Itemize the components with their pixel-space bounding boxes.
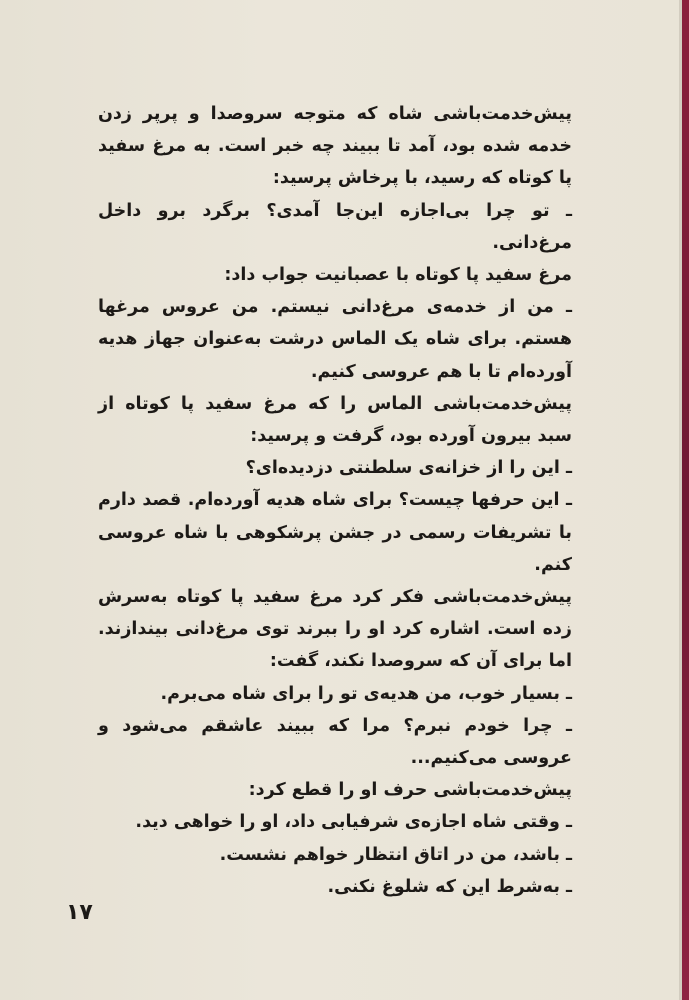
dialogue-line: ـ چرا خودم نبرم؟ مرا که ببیند عاشقم می‌شود و عروسی می‌کنیم... — [98, 715, 572, 769]
dialogue-line: ـ تو چرا بی‌اجازه این‌جا آمدی؟ برگرد برو داخل مرغ‌دانی. — [98, 200, 572, 253]
dialogue-line: ـ باشد، من در اتاق انتظار خواهم نشست. — [219, 844, 572, 865]
dialogue-line: ـ وقتی شاه اجازه‌ی شرفیابی داد، او را خواهی دید. — [135, 812, 572, 833]
paragraph: پیش‌خدمت‌باشی حرف او را قطع کرد: — [248, 780, 572, 801]
paragraph: پیش‌خدمت‌باشی فکر کرد مرغ سفید پا کوتاه به‌سرش زده است. اشاره کرد او را ببرند توی مرغ‌دانی بیندازند. اما برای آن که سروصدا نکند، گفت: — [98, 587, 572, 672]
dialogue-line: ـ من از خدمه‌ی مرغ‌دانی نیستم. من عروس مرغها هستم. برای شاه یک الماس درشت به‌عنوان جهاز هدیه آورده‌ام تا با هم عروسی کنیم. — [98, 297, 572, 382]
book-edge-strip — [682, 0, 689, 1000]
dialogue-line: ـ بسیار خوب، من هدیه‌ی تو را برای شاه می‌برم. — [160, 683, 572, 704]
paragraph: پیش‌خدمت‌باشی الماس را که مرغ سفید پا کوتاه از سبد بیرون آورده بود، گرفت و پرسید: — [98, 393, 572, 447]
dialogue-line: ـ این را از خزانه‌ی سلطنتی دزدیده‌ای؟ — [245, 458, 572, 479]
dialogue-line: ـ به‌شرط این که شلوغ نکنی. — [327, 876, 572, 897]
page-number: ۱۷ — [66, 900, 93, 925]
body-text — [98, 98, 572, 903]
paragraph: مرغ سفید پا کوتاه با عصبانیت جواب داد: — [224, 265, 572, 286]
paragraph: پیش‌خدمت‌باشی شاه که متوجه سروصدا و پرپر زدن خدمه شده بود، آمد تا ببیند چه خبر است. به مرغ سفید پا کوتاه که رسید، با پرخاش پرسید: — [98, 104, 572, 189]
dialogue-line: ـ این حرفها چیست؟ برای شاه هدیه آورده‌ام. قصد دارم با تشریفات رسمی در جشن پرشکوهی با شاه عروسی کنم. — [98, 490, 572, 575]
